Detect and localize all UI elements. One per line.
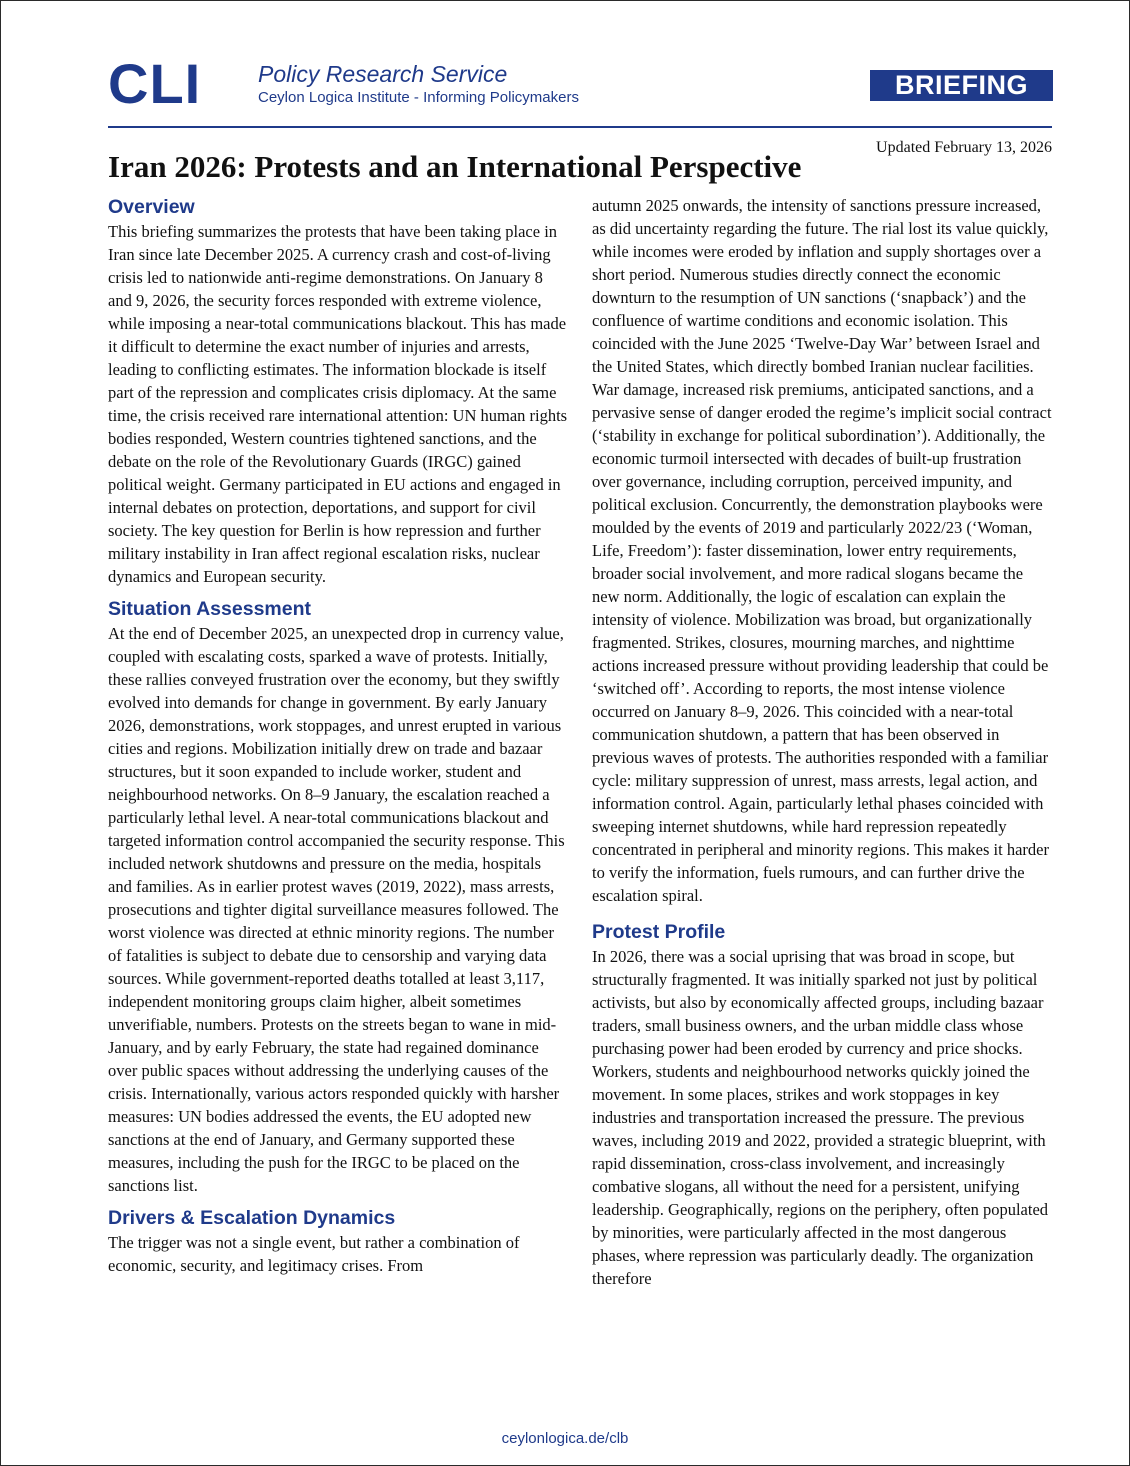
protest-profile-text: In 2026, there was a social uprising that was broad in scope, but structurally fragmented. It was initially sparked not just by political activists, but also by economically affected groups, including bazaar traders, small business owners, and the urban middle class whose purchasing power had been eroded by currency and price shocks. Workers, students and neighbourhood networks quickly joined the movement. In some places, strikes and work stoppages in key industries and transportation increased the pressure. The previous waves, including 2019 and 2022, provided a strategic blueprint, with rapid dissemination, cross-class involvement, and increasingly combative slogans, all without the need for a persistent, unifying leadership. Geographically, regions on the periphery, often populated by minorities, were particularly affected in the most dangerous phases, where repression was particularly deadly. The organization therefore — [592, 947, 1049, 1288]
page-title: Iran 2026: Protests and an International Perspective — [108, 149, 802, 184]
right-column — [592, 194, 1052, 1290]
header-divider — [108, 126, 1052, 128]
left-column — [108, 194, 568, 1277]
brand-title: Policy Research Service — [258, 61, 508, 87]
overview-text: This briefing summarizes the protests that have been taking place in Iran since late December 2025. A currency crash and cost-of-living crisis led to nationwide anti-regime demonstrations. On January 8 and 9, 2026, the security forces responded with extreme violence, while imposing a near-total communications blackout. This has made it difficult to determine the exact number of injuries and arrests, leading to conflicting estimates. The information blockade is itself part of the repression and complicates crisis diplomacy. At the same time, the crisis received rare international attention: UN human rights bodies responded, Western countries tightened sanctions, and the debate on the role of the Revolutionary Guards (IRGC) gained political weight. Germany participated in EU actions and engaged in internal debates on protection, deportations, and support for civil society. The key question for Berlin is how repression and further military instability in Iran affect regional escalation risks, nuclear dynamics and European security. — [108, 222, 568, 586]
brand-subtitle: Ceylon Logica Institute - Informing Policymakers — [258, 89, 579, 106]
footer-link[interactable]: ceylonlogica.de/clb — [501, 1430, 629, 1447]
overview-heading: Overview — [108, 196, 195, 218]
briefing-badge: BRIEFING — [870, 70, 1053, 101]
drivers-text-start: The trigger was not a single event, but rather a combination of economic, security, and legitimacy crises. From — [108, 1233, 520, 1275]
situation-heading: Situation Assessment — [108, 598, 311, 620]
institute-logo: CLI — [108, 52, 202, 115]
drivers-text-continued: autumn 2025 onwards, the intensity of sanctions pressure increased, as did uncertainty regarding the future. The rial lost its value quickly, while incomes were eroded by inflation and supply shortages over a short period. Numerous studies directly connect the economic downturn to the resumption of UN sanctions (‘snapback’) and the confluence of wartime conditions and economic isolation. This coincided with the June 2025 ‘Twelve-Day War’ between Israel and the United States, which directly bombed Iranian nuclear facilities. War damage, increased risk premiums, anticipated sanctions, and a pervasive sense of danger eroded the regime’s implicit social contract (‘stability in exchange for political subordination’). Additionally, the economic turmoil intersected with decades of built-up frustration over governance, including corruption, perceived impunity, and political exclusion. Concurrently, the demonstration playbooks were moulded by the events of 2019 and particularly 2022/23 (‘Woman, Life, Freedom’): faster dissemination, lower entry requirements, broader social involvement, and more radical slogans became the new norm. Additionally, the logic of escalation can explain the intensity of violence. Mobilization was broad, but organizationally fragmented. Strikes, closures, mourning marches, and nighttime actions increased pressure without providing leadership that could be ‘switched off’. According to reports, the most intense violence occurred on January 8–9, 2026. This coincided with a near-total communication shutdown, a pattern that has been observed in previous waves of protests. The authorities responded with a familiar cycle: military suppression of unrest, mass arrests, legal action, and information control. Again, particularly lethal phases coincided with sweeping internet shutdowns, while hard repression repeatedly concentrated in peripheral and minority regions. This makes it harder to verify the information, fuels rumours, and can further drive the escalation spiral. — [592, 196, 1052, 905]
drivers-heading: Drivers & Escalation Dynamics — [108, 1207, 396, 1229]
updated-date: Updated February 13, 2026 — [876, 139, 1052, 156]
situation-text: At the end of December 2025, an unexpected drop in currency value, coupled with escalating costs, sparked a wave of protests. Initially, these rallies conveyed frustration over the economy, but they swiftly evolved into demands for change in government. By early January 2026, demonstrations, work stoppages, and unrest erupted in various cities and regions. Mobilization initially drew on trade and bazaar structures, but it soon expanded to include worker, student and neighbourhood networks. On 8–9 January, the escalation reached a particularly lethal level. A near-total communications blackout and targeted information control accompanied the security response. This included network shutdowns and pressure on the media, hospitals and families. As in earlier protest waves (2019, 2022), mass arrests, prosecutions and tighter digital surveillance measures followed. The worst violence was directed at ethnic minority regions. The number of fatalities is subject to debate due to censorship and varying data sources. While government-reported deaths totalled at least 3,117, independent monitoring groups claim higher, albeit sometimes unverifiable, numbers. Protests on the streets began to wane in mid-January, and by early February, the state had regained dominance over public spaces without addressing the underlying causes of the crisis. Internationally, various actors responded quickly with harsher measures: UN bodies addressed the events, the EU adopted new sanctions at the end of January, and Germany supported these measures, including the push for the IRGC to be placed on the sanctions list. — [108, 624, 565, 1195]
protest-profile-heading: Protest Profile — [592, 921, 726, 943]
